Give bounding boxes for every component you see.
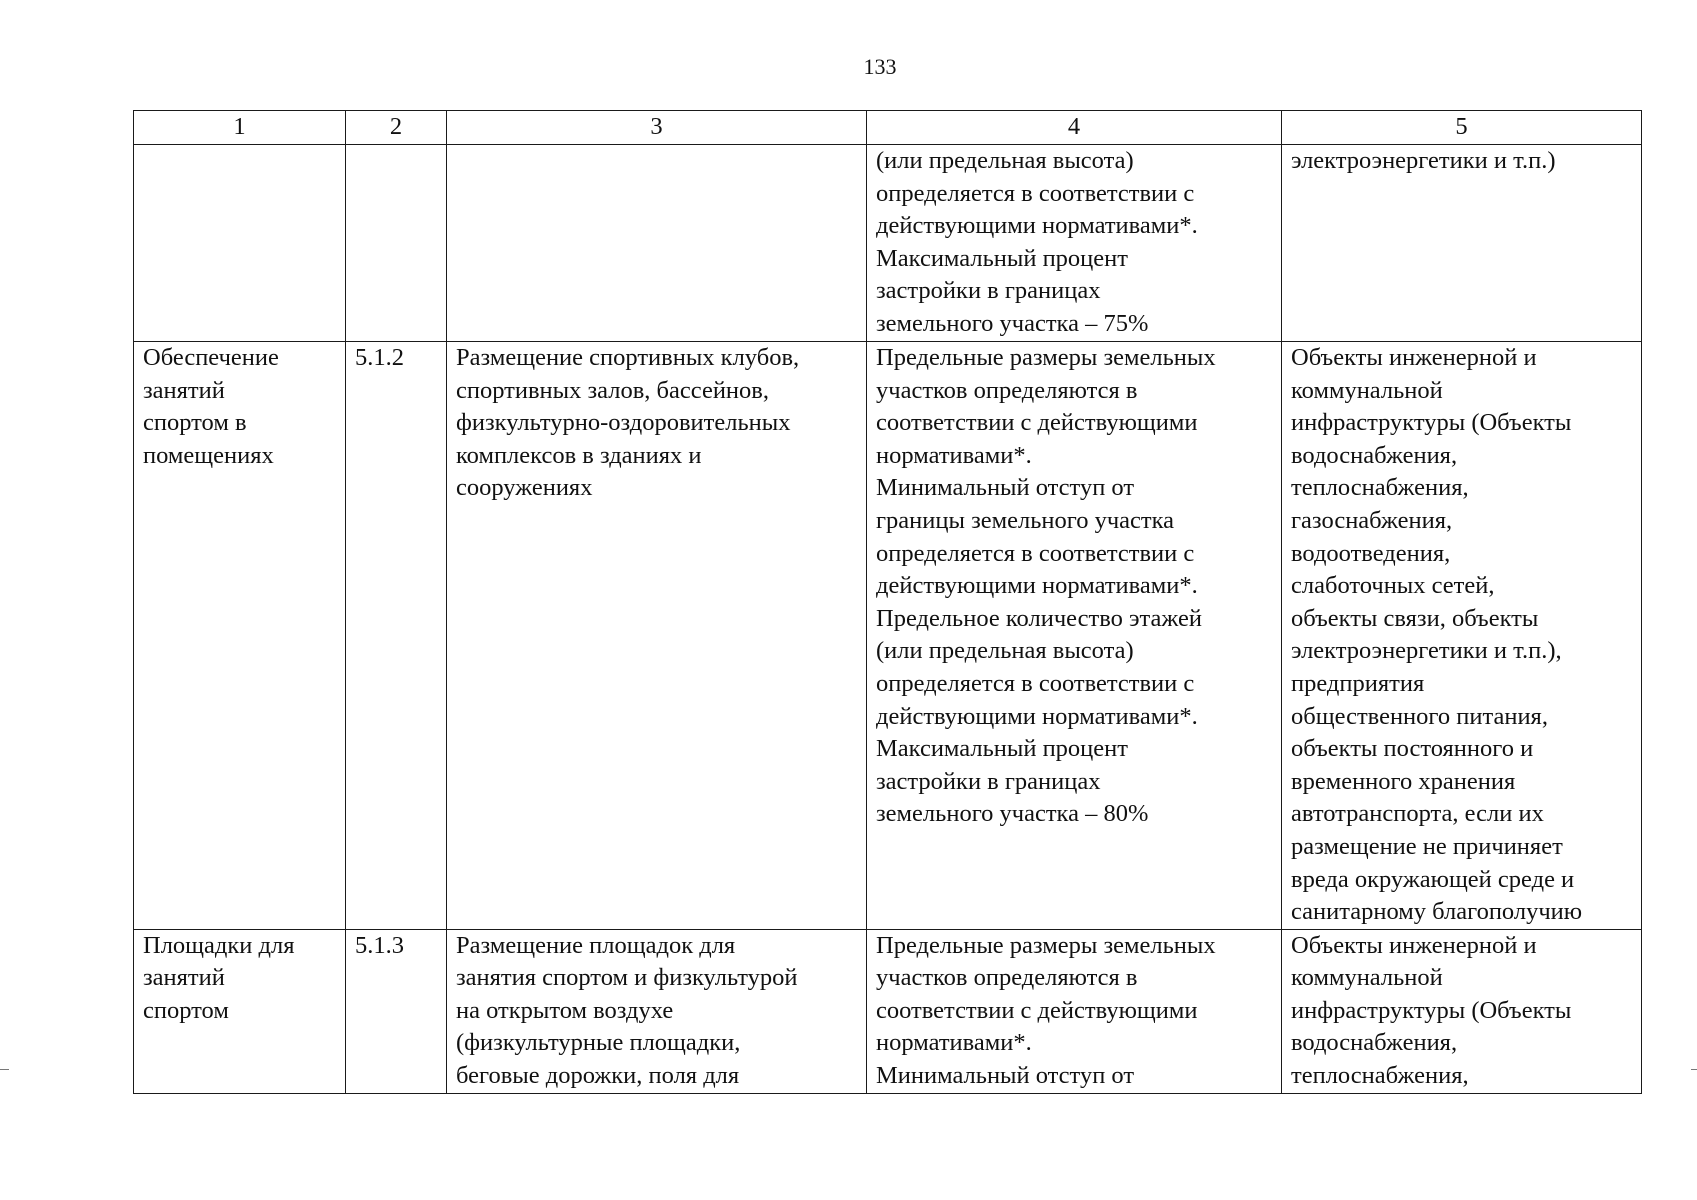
cell-text-line: теплоснабжения, bbox=[1291, 1062, 1469, 1090]
cell-text-line: беговые дорожки, поля для bbox=[456, 1062, 740, 1090]
cell-text-line: действующими нормативами*. bbox=[876, 572, 1198, 600]
cell-use-type bbox=[134, 929, 346, 1093]
cell-text-line: (или предельная высота) bbox=[876, 637, 1134, 665]
cell-text-line: Предельные размеры земельных bbox=[876, 344, 1216, 371]
table-row bbox=[134, 342, 1642, 930]
cell-text-line: комплексов в зданиях и bbox=[456, 441, 702, 469]
cell-text-line: физкультурно-оздоровительных bbox=[456, 409, 791, 437]
cell-text-line: застройки в границах bbox=[876, 277, 1101, 305]
cell-text-line: водоснабжения, bbox=[1291, 1029, 1458, 1057]
page-number: 133 bbox=[863, 54, 897, 79]
header-cell: 3 bbox=[447, 111, 867, 145]
cell-text-line: на открытом воздухе bbox=[456, 996, 674, 1024]
cell-text-line: санитарному благополучию bbox=[1291, 898, 1583, 926]
cell-text-line: временного хранения bbox=[1291, 767, 1516, 795]
cell-text-line: нормативами*. bbox=[876, 1029, 1032, 1057]
cell-text-line: слаботочных сетей, bbox=[1291, 572, 1495, 600]
header-cell: 4 bbox=[867, 111, 1282, 145]
cell-text-line: действующими нормативами*. bbox=[876, 212, 1198, 240]
cell-text-line: действующими нормативами*. bbox=[876, 702, 1198, 730]
cell-text-line: участков определяются в bbox=[876, 376, 1138, 404]
cell-auxiliary-uses bbox=[1282, 145, 1642, 342]
cell-text-line: теплоснабжения, bbox=[1291, 474, 1469, 502]
cell-text-line: электроэнергетики и т.п.), bbox=[1291, 637, 1562, 665]
cell-description bbox=[447, 145, 867, 342]
table-row bbox=[134, 929, 1642, 1093]
cell-text-line: Максимальный процент bbox=[876, 735, 1128, 763]
cell-text-line: соответствии с действующими bbox=[876, 409, 1198, 437]
cell-text-line: Площадки для bbox=[143, 931, 295, 959]
cell-text-line: занятий bbox=[143, 964, 225, 992]
cell-text-line: (физкультурные площадки, bbox=[456, 1029, 741, 1057]
cell-text-line: соответствии с действующими bbox=[876, 996, 1198, 1024]
cell-text-line: инфраструктуры (Объекты bbox=[1291, 996, 1572, 1024]
cell-text-line: предприятия bbox=[1291, 669, 1425, 697]
cell-use-type bbox=[134, 145, 346, 342]
cell-text-line: помещениях bbox=[143, 441, 274, 469]
cell-text-line: Предельные размеры земельных bbox=[876, 931, 1216, 959]
cell-text-line: электроэнергетики и т.п.) bbox=[1291, 147, 1556, 174]
cell-text-line: инфраструктуры (Объекты bbox=[1291, 409, 1572, 437]
cell-text-line: спортивных залов, бассейнов, bbox=[456, 376, 769, 404]
scan-edge-mark bbox=[0, 1069, 9, 1070]
cell-code bbox=[346, 929, 447, 1093]
cell-text-line: Объекты инженерной и bbox=[1291, 344, 1537, 371]
cell-text-line: водоотведения, bbox=[1291, 539, 1451, 567]
cell-text-line: земельного участка – 75% bbox=[876, 309, 1149, 337]
cell-text-line: Размещение спортивных клубов, bbox=[456, 344, 800, 371]
cell-text-line: общественного питания, bbox=[1291, 702, 1548, 730]
cell-text-line: застройки в границах bbox=[876, 767, 1101, 795]
table-row bbox=[134, 145, 1642, 342]
cell-text-line: нормативами*. bbox=[876, 441, 1032, 469]
header-cell: 5 bbox=[1282, 111, 1642, 145]
cell-text-line: коммунальной bbox=[1291, 964, 1443, 992]
cell-auxiliary-uses bbox=[1282, 342, 1642, 930]
cell-text-line: сооружениях bbox=[456, 474, 593, 502]
cell-text-line: определяется в соответствии с bbox=[876, 669, 1195, 697]
cell-text-line: 5.1.3 bbox=[355, 931, 404, 959]
cell-text-line: спортом bbox=[143, 996, 229, 1024]
cell-text-line: Обеспечение bbox=[143, 344, 279, 371]
cell-text-line: Объекты инженерной и bbox=[1291, 931, 1537, 959]
scan-edge-mark bbox=[1691, 1069, 1697, 1070]
regulations-table bbox=[133, 110, 1642, 1094]
cell-code bbox=[346, 342, 447, 930]
cell-text-line: занятий bbox=[143, 376, 225, 404]
cell-text-line: Размещение площадок для bbox=[456, 931, 736, 959]
cell-text-line: земельного участка – 80% bbox=[876, 800, 1149, 828]
cell-text-line: Предельное количество этажей bbox=[876, 604, 1202, 632]
cell-auxiliary-uses bbox=[1282, 929, 1642, 1093]
cell-text-line: границы земельного участка bbox=[876, 506, 1175, 534]
header-row bbox=[134, 111, 1642, 145]
header-cell: 1 bbox=[134, 111, 346, 145]
cell-text-line: газоснабжения, bbox=[1291, 506, 1453, 534]
header-cell: 2 bbox=[346, 111, 447, 145]
cell-text-line: участков определяются в bbox=[876, 964, 1138, 992]
cell-text-line: определяется в соответствии с bbox=[876, 179, 1195, 207]
cell-text-line: определяется в соответствии с bbox=[876, 539, 1195, 567]
cell-text-line: коммунальной bbox=[1291, 376, 1443, 404]
cell-text-line: объекты связи, объекты bbox=[1291, 604, 1539, 632]
cell-text-line: спортом в bbox=[143, 409, 247, 437]
table-header bbox=[134, 111, 1642, 145]
cell-use-type bbox=[134, 342, 346, 930]
cell-text-line: Минимальный отступ от bbox=[876, 474, 1135, 502]
cell-text-line: вреда окружающей среде и bbox=[1291, 865, 1575, 893]
cell-text-line: Минимальный отступ от bbox=[876, 1062, 1135, 1090]
cell-parameters bbox=[867, 145, 1282, 342]
cell-text-line: Максимальный процент bbox=[876, 244, 1128, 272]
cell-description bbox=[447, 929, 867, 1093]
cell-text-line: объекты постоянного и bbox=[1291, 735, 1534, 763]
cell-parameters bbox=[867, 342, 1282, 930]
cell-code bbox=[346, 145, 447, 342]
cell-text-line: (или предельная высота) bbox=[876, 147, 1134, 174]
cell-text-line: занятия спортом и физкультурой bbox=[456, 964, 798, 992]
cell-description bbox=[447, 342, 867, 930]
cell-text-line: автотранспорта, если их bbox=[1291, 800, 1544, 828]
cell-text-line: размещение не причиняет bbox=[1291, 832, 1563, 860]
cell-text-line: водоснабжения, bbox=[1291, 441, 1458, 469]
cell-text-line: 5.1.2 bbox=[355, 344, 404, 371]
cell-parameters bbox=[867, 929, 1282, 1093]
